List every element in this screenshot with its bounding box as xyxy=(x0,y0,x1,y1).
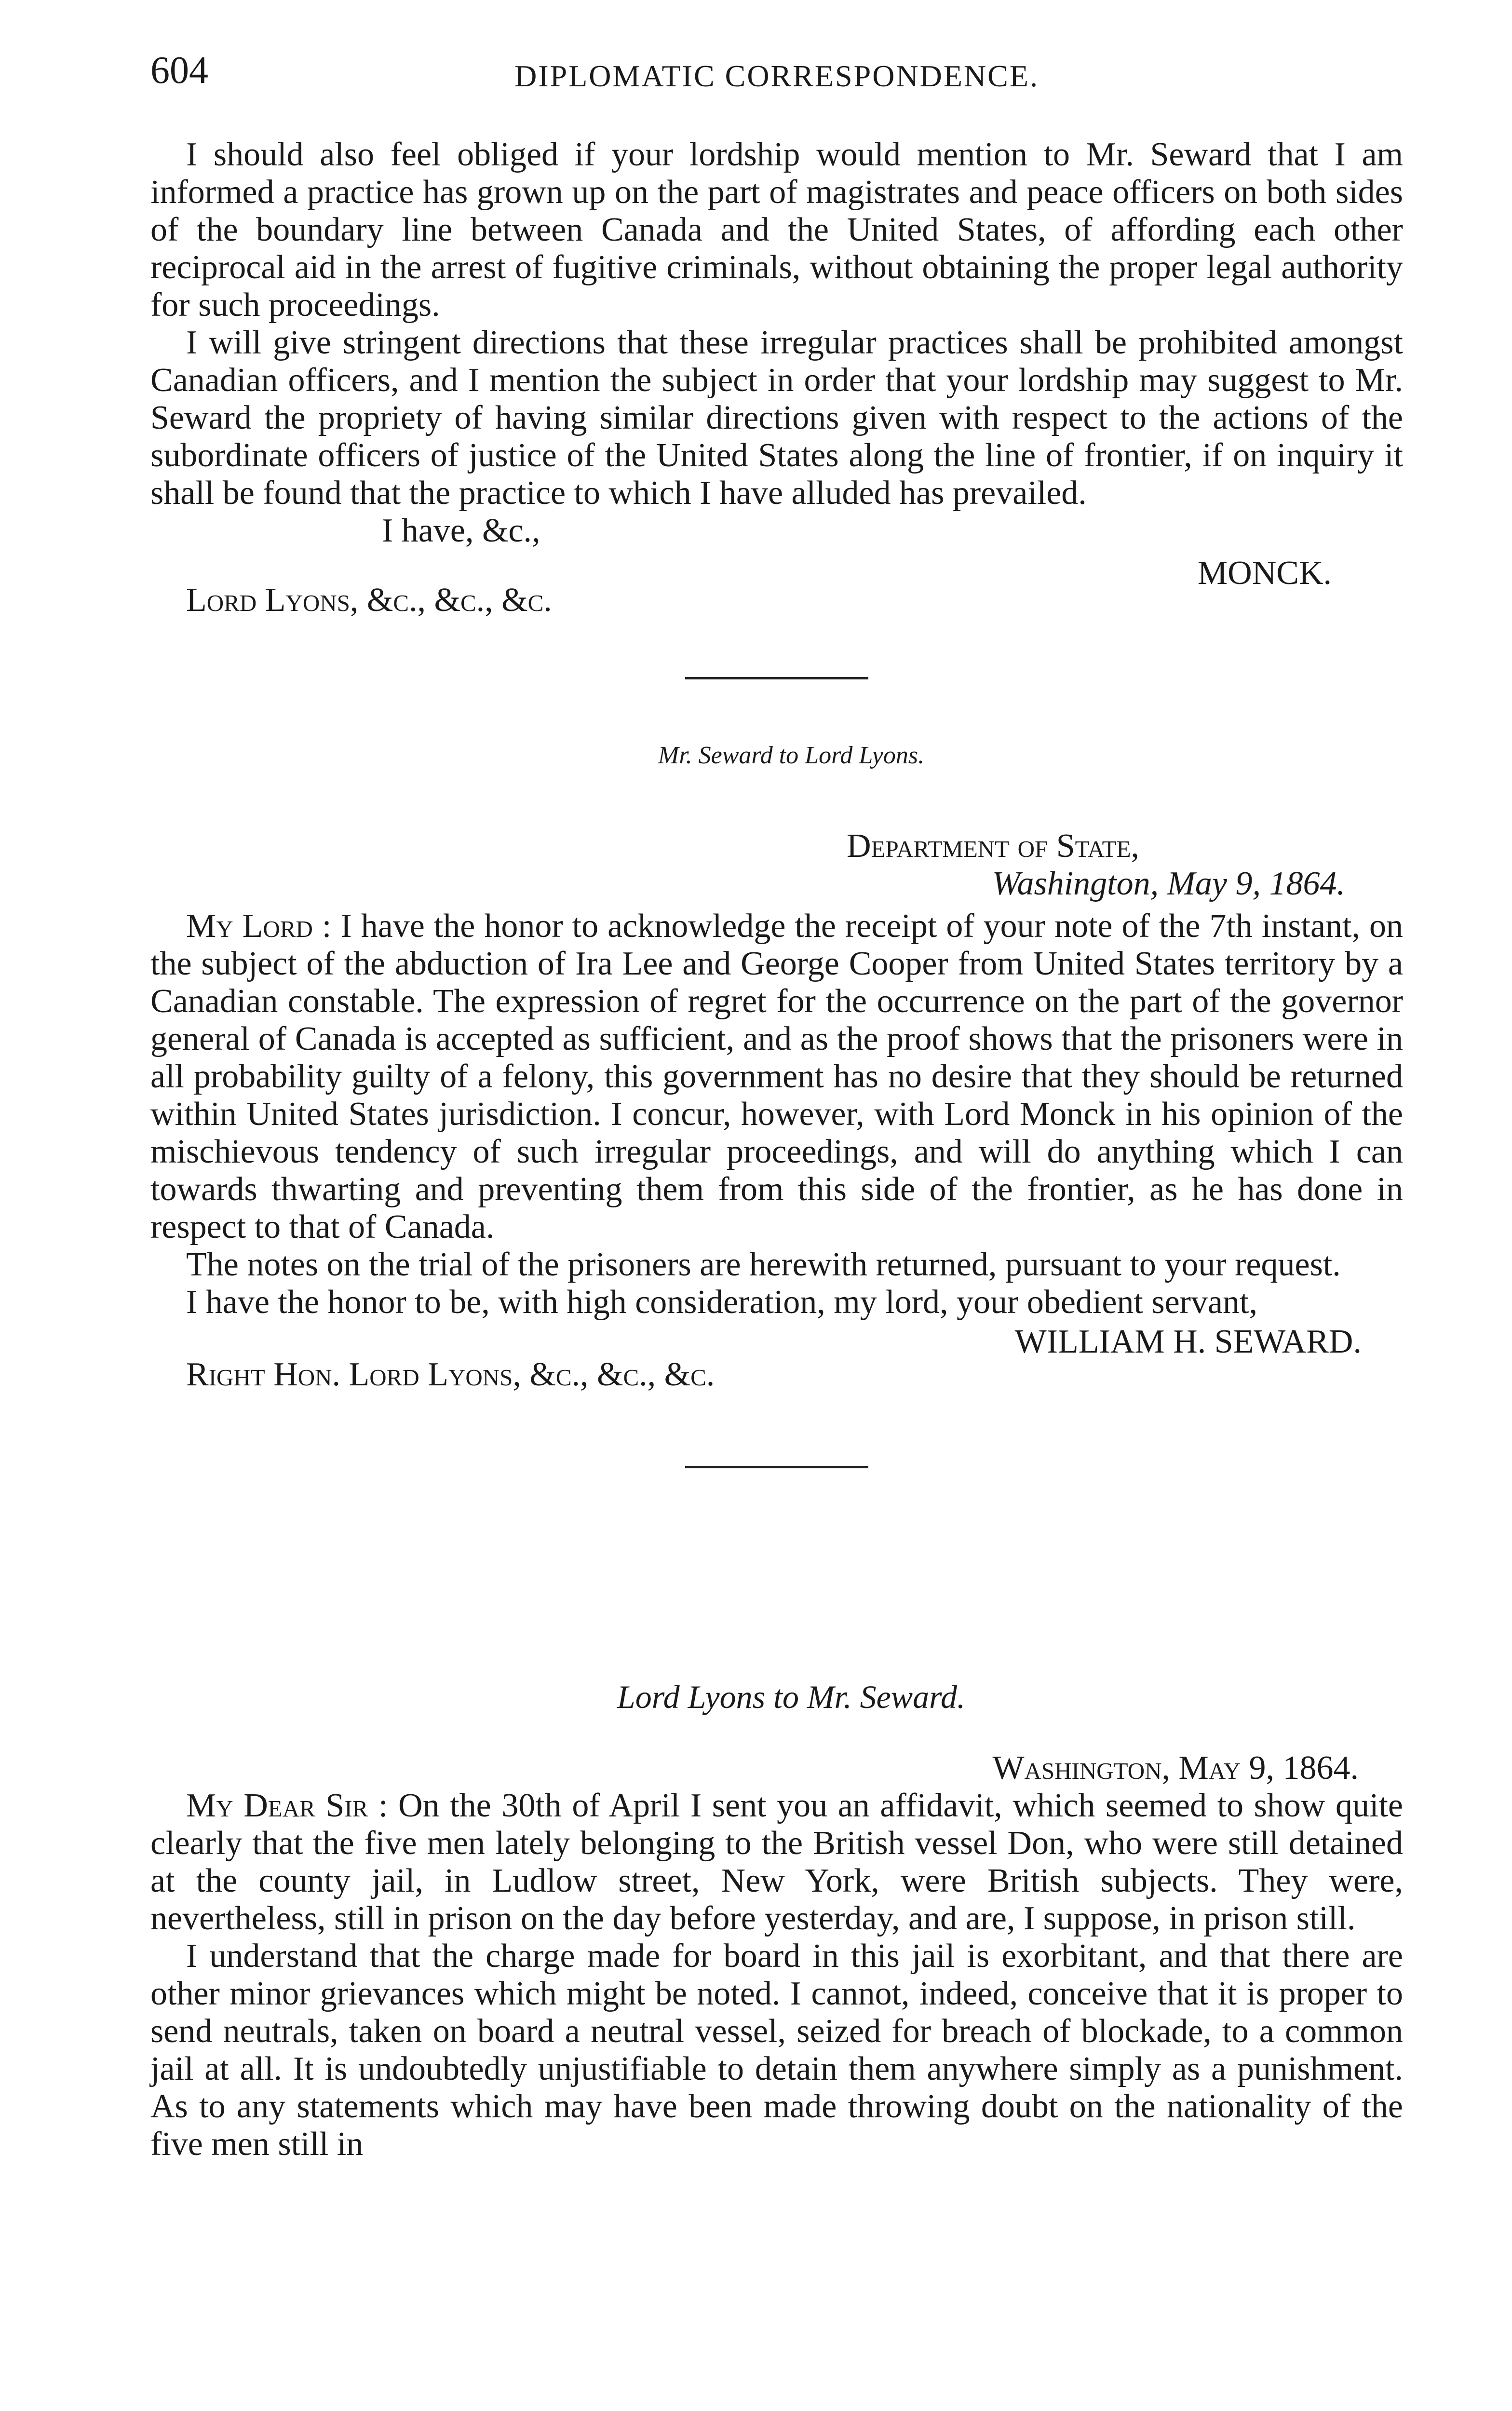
section-rule xyxy=(685,677,868,679)
paragraph-text: I have the honor to acknowledge the receipt of your note of the 7th instant, on the subject of the abduction of Ira Lee and George Cooper from United States territory by a Canadian constable. The expression of regret for the occurrence on the part of the governor general of Canada is accepted as sufficient, and as the proof shows that the prisoners were in all probability guilty of a felony, this government has no desire that they should be returned within United States jurisdiction. I concur, however, with Lord Monck in his opinion of the mischievous tendency of such irregular proceedings, and will do anything which I can towards thwarting and preventing them from this side of the frontier, as he has done in respect to that of Canada. xyxy=(150,908,1403,1246)
place-date: Washington, May 9, 1864. xyxy=(992,1749,1359,1787)
salutation: My Lord : xyxy=(186,908,332,945)
salutation: My Dear Sir : xyxy=(186,1787,388,1824)
running-head xyxy=(150,46,1403,104)
page-number: 604 xyxy=(150,49,208,92)
letter-seward xyxy=(150,737,1403,1468)
section-rule xyxy=(685,1466,868,1468)
signature: MONCK. xyxy=(1197,555,1332,592)
letter-lyons xyxy=(150,1678,1403,2163)
paragraph: I will give stringent directions that these irregular practices shall be prohibited amongst Canadian officers, and I mention the subject in order that your lordship may suggest to Mr. Seward the propriety of having similar directions given with respect to the actions of the subordinate officers of justice of the United States along the line of frontier, if on inquiry it shall be found that the practice to which I have alluded has prevailed. xyxy=(150,324,1403,512)
paragraph: I have the honor to be, with high consideration, my lord, your obedient servant, xyxy=(186,1284,1257,1321)
paragraph: The notes on the trial of the prisoners are herewith returned, pursuant to your request. xyxy=(186,1246,1341,1283)
paragraph xyxy=(150,1787,1403,1937)
paragraph: I should also feel obliged if your lordship would mention to Mr. Seward that I am informed a practice has grown up on the part of magistrates and peace officers on both sides of the boundary line between Canada and the United States, of affording each other reciprocal aid in the arrest of fugitive criminals, without obtaining the proper legal authority for such proceedings. xyxy=(150,136,1403,324)
letter-monck xyxy=(150,136,1403,679)
signature: WILLIAM H. SEWARD. xyxy=(1014,1323,1362,1360)
paragraph: I understand that the charge made for board in this jail is exorbitant, and that there are other minor grievances which might be noted. I cannot, indeed, conceive that it is proper to send neutrals, taken on board a neutral vessel, seized for breach of blockade, to a common jail at all. It is undoubtedly unjustifiable to detain them anywhere simply as a punishment. As to any statements which may have been made throwing doubt on the nationality of the five men still in xyxy=(150,1937,1403,2163)
letter-title: Lord Lyons to Mr. Seward. xyxy=(617,1679,966,1715)
place-date: Washington, May 9, 1864. xyxy=(992,865,1345,902)
addressee: Lord Lyons, &c., &c., &c. xyxy=(186,582,552,619)
letter-title: Mr. Seward to Lord Lyons. xyxy=(658,742,925,769)
running-title: DIPLOMATIC CORRESPONDENCE. xyxy=(514,59,1039,93)
paragraph-text: On the 30th of April I sent you an affidavit, which seemed to show quite clearly that the five men lately belonging to the British vessel Don, who were still detained at the county jail, in Ludlow street, New York, were British subjects. They were, nevertheless, still in prison on the day before yesterday, and are, I suppose, in prison still. xyxy=(150,1787,1404,1937)
paragraph xyxy=(150,908,1403,1246)
department: Department of State, xyxy=(847,827,1140,865)
addressee: Right Hon. Lord Lyons, &c., &c., &c. xyxy=(186,1356,715,1393)
closing: I have, &c., xyxy=(382,512,540,549)
